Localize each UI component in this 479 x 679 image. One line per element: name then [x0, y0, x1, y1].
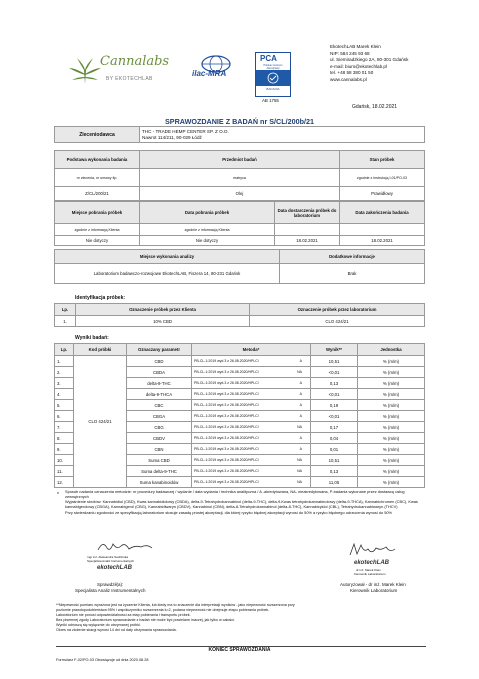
- left-stamp-logo: ekotechLAB: [97, 565, 133, 571]
- lab-tel: tel. +48 58 380 01 50: [330, 70, 374, 76]
- id-lp: 1.: [55, 316, 76, 327]
- res-result: 0,01: [311, 444, 358, 455]
- res-result: 0,13: [311, 466, 358, 477]
- pca-band: [256, 70, 290, 86]
- pca-logo: [255, 52, 291, 97]
- res-code-header: Kod próbki: [74, 344, 127, 356]
- res-accreditation: NA: [297, 370, 302, 374]
- form-code: Formularz F-02/PO-03 Obowiązuje od dnia 2020.08.28: [56, 658, 149, 662]
- client-value: [140, 127, 425, 143]
- results-heading: Wyniki badań:: [75, 335, 109, 341]
- right-stamp-logo: ekotechLAB: [354, 560, 390, 566]
- res-method-text: PB-CL-1:2019 wyd.3 z 26.08.2020/HPLC/: [194, 458, 259, 462]
- res-lp: 7.: [55, 422, 74, 433]
- res-method: [192, 389, 311, 400]
- sampling-table: [54, 201, 425, 246]
- res-unit: % (m/m): [358, 378, 425, 389]
- lab-website: www.cannalabs.pl: [330, 76, 367, 82]
- res-method: [192, 378, 311, 389]
- right-stamp-line2: Kierownik Laboratorium: [354, 572, 386, 576]
- identification-heading: Identyfikacja próbek:: [75, 295, 126, 301]
- footnote-line: Okres na złożenie skargi wynosi 14 dni od daty otrzymania sprawozdania.: [56, 627, 177, 632]
- res-unit: % (m/m): [358, 477, 425, 488]
- res-method-text: PB-CL-1:2019 wyd.3 z 26.08.2020/HPLC/: [194, 381, 259, 385]
- lab-email: e-mail: biuro@ekotechlab.pl: [330, 63, 388, 69]
- ilac-mra-logo: [188, 55, 244, 81]
- res-method-text: PB-CL-1:2019 wyd.3 z 26.08.2020/HPLC/: [194, 425, 259, 429]
- res-result: <0,01: [311, 411, 358, 422]
- id-client-mark: 10% CBD: [76, 316, 250, 327]
- left-role: Sprawdził(a):: [97, 582, 124, 587]
- res-result: 10,51: [311, 455, 358, 466]
- res-method-header: Metoda*: [192, 344, 311, 356]
- res-lp: 6.: [55, 411, 74, 422]
- analysis-table: [54, 249, 425, 284]
- id-lab-mark: CLO 424/21: [250, 316, 425, 327]
- notes: [65, 489, 427, 515]
- res-unit: % (m/m): [358, 356, 425, 367]
- res-unit: % (m/m): [358, 400, 425, 411]
- res-lp: 5.: [55, 400, 74, 411]
- basis-table: [54, 150, 425, 201]
- ilac-text: ilac-MRA: [192, 69, 227, 78]
- subject-header: Przedmiot badań: [140, 151, 340, 169]
- order-number: Z/CL/200/21: [55, 187, 140, 201]
- footnote-line: poziomie prawdopodobieństwa 95% i współczynniku rozszerzenia k=2, podana niepewność nie obejmuje etapu pobierania próbek.: [56, 607, 270, 612]
- analysis-place-header: Miejsce wykonania analizy: [55, 250, 280, 264]
- end-date-header: Data zakończenia badania: [340, 202, 425, 224]
- client-name: THC - TRADE HEMP CENTER SP. Z O.O.: [142, 129, 229, 134]
- res-param: Suma CBD: [127, 455, 192, 466]
- res-param: delta-9-THCA: [127, 389, 192, 400]
- res-result-header: Wynik**: [311, 344, 358, 356]
- end-date: 18.02.2021: [340, 236, 425, 246]
- res-method: [192, 466, 311, 477]
- lab-address: ul. Siemiradzkiego 2A, 80-301 Gdańsk: [330, 57, 409, 63]
- end-of-report: KONIEC SPRAWOZDANIA: [208, 647, 271, 653]
- res-method-text: PB-CL-1:2019 wyd.3 z 26.08.2020/HPLC/: [194, 469, 259, 473]
- state-value: Prawidłowy: [340, 187, 425, 201]
- ab-number: AB 1755: [262, 98, 279, 103]
- res-param: CBDV: [127, 433, 192, 444]
- res-method: [192, 356, 311, 367]
- res-lp: 12.: [55, 477, 74, 488]
- id-client-header: Oznaczenie próbek przez Klienta: [76, 304, 250, 316]
- sampling-place: Nie dotyczy: [55, 236, 140, 246]
- right-role: Autoryzował - dr inż. Marek Klein: [340, 582, 406, 587]
- res-method-text: PB-CL-1:2019 wyd.3 z 26.08.2020/HPLC/: [194, 480, 259, 484]
- res-unit: % (m/m): [358, 422, 425, 433]
- res-param: Suma delta-9-THC: [127, 466, 192, 477]
- res-accreditation: NA: [297, 458, 302, 462]
- city-date: Gdańsk, 18.02.2021: [352, 104, 398, 110]
- res-accreditation: A: [299, 447, 302, 451]
- res-result: <0,01: [311, 367, 358, 378]
- extra-info: Brak: [280, 264, 425, 284]
- page-title: SPRAWOZDANIE Z BADAŃ nr S/CL/200b/21: [165, 117, 314, 126]
- right-stamp-line1: dr inż. Marek Klein: [356, 568, 381, 572]
- res-lp-header: Lp.: [55, 344, 74, 356]
- res-param: Suma kanabinoidów: [127, 477, 192, 488]
- res-lp: 4.: [55, 389, 74, 400]
- matrix-value: Olej: [140, 187, 340, 201]
- res-unit: % (m/m): [358, 466, 425, 477]
- sampling-date-header: Data pobrania próbek: [140, 202, 275, 224]
- right-signature-scribble: [348, 541, 398, 559]
- res-lp: 8.: [55, 433, 74, 444]
- state-header: Stan próbek: [340, 151, 425, 169]
- identification-table: [54, 303, 425, 327]
- res-method-text: PB-CL-1:2019 wyd.3 z 26.08.2020/HPLC/: [194, 447, 259, 451]
- footnote-line: **Niepewność pomiaru wyrażona jest na życzenie Klienta, lub kiedy ma to znaczenie dla interpretacji wyników - jako niepewność rozszerzona przy: [56, 603, 295, 607]
- extra-info-header: Dodatkowe informacje: [280, 250, 425, 264]
- res-accreditation: A: [299, 359, 302, 363]
- client-label: Zleceniodawca: [55, 127, 140, 143]
- cannabis-leaf-icon: [65, 56, 105, 86]
- right-signature: [340, 538, 450, 598]
- analysis-place: Laboratorium badawczo-rozwojowe EkotechLAB, Fiszera 14, 80-231 Gdańsk: [55, 264, 280, 284]
- res-unit: % (m/m): [358, 455, 425, 466]
- res-method-text: PB-CL-1:2019 wyd.3 z 26.08.2020/HPLC/: [194, 403, 259, 407]
- res-param-header: Oznaczany parametr: [127, 344, 192, 356]
- res-param: CBN: [127, 444, 192, 455]
- res-method: [192, 422, 311, 433]
- res-method: [192, 367, 311, 378]
- notes-star: *: [57, 492, 59, 498]
- footnotes: [56, 603, 426, 633]
- subject-note: matryca: [140, 169, 340, 187]
- res-accreditation: A: [299, 381, 302, 385]
- id-lp-header: Lp.: [55, 304, 76, 316]
- acceptance-note: Przy stwierdzaniu zgodności ze specyfikacją laboratorium stosuje zasadę prostej akceptacji, dla której ryzyko błędnej akceptacji wynosi do 50% a ryzyko błędnego odrzucenia wynosi do 50%: [65, 509, 392, 515]
- lab-name: EkotechLAB Marek Klein: [330, 44, 381, 49]
- res-accreditation: NA: [297, 480, 302, 484]
- method-note: Sposób nadania oznaczenia metodzie: nr procedury badawczej / wydanie / data wydania / technika analityczna / A -akredytowana, NA- nieakredytowana, P-badania wykonane przez dostawcę usług zewnętrznych: [65, 489, 405, 500]
- res-method: [192, 411, 311, 422]
- res-lp: 11.: [55, 466, 74, 477]
- res-result: 0,17: [311, 422, 358, 433]
- res-sample-code: CLO 424/21: [74, 356, 127, 488]
- res-method-text: PB-CL-1:2019 wyd.3 z 26.08.2020/HPLC/: [194, 392, 259, 396]
- res-method-text: PB-CL-1:2019 wyd.3 z 26.08.2020/HPLC/: [194, 359, 259, 363]
- res-accreditation: NA: [297, 425, 302, 429]
- sampling-place-header: Miejsce pobrania próbek: [55, 202, 140, 224]
- res-unit: % (m/m): [358, 389, 425, 400]
- footnote-line: Wyniki odnoszą się wyłącznie do otrzymanej próbki.: [56, 622, 141, 627]
- res-accreditation: A: [299, 403, 302, 407]
- sampling-date-note: zgodnie z informacją Klienta: [140, 224, 275, 236]
- res-param: CBD: [127, 356, 192, 367]
- res-method-text: PB-CL-1:2019 wyd.3 z 26.08.2020/HPLC/: [194, 414, 259, 418]
- res-method-text: PB-CL-1:2019 wyd.3 z 26.08.2020/HPLC/: [194, 370, 259, 374]
- results-table: [54, 343, 425, 488]
- res-accreditation: A: [299, 436, 302, 440]
- abbrev-note: Wyjaśnienie skrótów: Kannabidiol (CBD), Kwas kannabidiolowy (CBDA), delta-9-Tetrahydrokannabinol (delta-9-THC), delta-9-Kwas tetrahydrokannabinolowy (delta-9-THCA), Kannabichromen (CBC), Kwas kannabigerolowy (CBGA), Kannabigerol (CBG), Kannabidiwaryn (CBDV), Kannabinol (CBN), delta-8-Tetrahydrokannabinol (delta-8-THC), Kannabicyklol (CBL), Tetrahydrokannabiwaryn (THCV): [65, 499, 418, 510]
- left-title: Specjalista Analiz Instrumentalnych: [75, 588, 146, 593]
- state-note: zgodnie z instrukcją I-01/PO-03: [340, 169, 425, 187]
- res-method: [192, 433, 311, 444]
- res-unit-header: Jednostka: [358, 344, 425, 356]
- res-lp: 1.: [55, 356, 74, 367]
- res-method: [192, 400, 311, 411]
- delivery-date: 18.02.2021: [275, 236, 340, 246]
- res-lp: 10.: [55, 455, 74, 466]
- left-signature-scribble: [95, 538, 155, 556]
- res-method-text: PB-CL-1:2019 wyd.3 z 26.08.2020/HPLC/: [194, 436, 259, 440]
- basis-note: nr zlecenia, nr umowy itp.: [55, 169, 140, 187]
- client-table: [54, 126, 425, 143]
- table-row: [55, 356, 425, 367]
- res-accreditation: A: [299, 392, 302, 396]
- res-lp: 2.: [55, 367, 74, 378]
- left-stamp-line1: mgr inż. Aleksandra Sadzińska: [87, 555, 129, 559]
- delivery-date-header: Data dostarczenia próbek do laboratorium: [275, 202, 340, 224]
- res-unit: % (m/m): [358, 367, 425, 378]
- logo-subtext: BY EKOTECHLAB: [106, 76, 153, 82]
- res-method: [192, 444, 311, 455]
- res-param: CBDA: [127, 367, 192, 378]
- footnote-line: Bez pisemnej zgody Laboratorium sprawozdanie z badań nie może być powielane inaczej, jak tylko w całości.: [56, 617, 235, 622]
- pca-subtext-2: BADANIA: [266, 87, 280, 91]
- lab-info: [330, 44, 470, 83]
- res-unit: % (m/m): [358, 444, 425, 455]
- res-result: 11,05: [311, 477, 358, 488]
- res-param: CBGA: [127, 411, 192, 422]
- right-title: Kierownik Laboratorium: [350, 588, 398, 593]
- left-signature: [75, 538, 195, 598]
- lab-nip: NIP: 584 245 93 68: [330, 50, 370, 56]
- res-unit: % (m/m): [358, 433, 425, 444]
- cannalabs-logo: [60, 42, 170, 92]
- res-result: 0,04: [311, 433, 358, 444]
- res-result: 10,51: [311, 356, 358, 367]
- res-method: [192, 477, 311, 488]
- res-accreditation: A: [299, 414, 302, 418]
- sampling-date: Nie dotyczy: [140, 236, 275, 246]
- pca-subtext: Polskie Centrum Akredytacji: [263, 64, 283, 71]
- res-result: 0,13: [311, 378, 358, 389]
- basis-header: Podstawa wykonania badania: [55, 151, 140, 169]
- footnote-line: Laboratorium nie ponosi odpowiedzialności za etap pobierania i transportu próbek.: [56, 612, 191, 617]
- res-result: <0,01: [311, 389, 358, 400]
- pca-text: PCA: [260, 54, 277, 63]
- logo-text: Cannalabs: [100, 54, 170, 69]
- res-lp: 9.: [55, 444, 74, 455]
- res-unit: % (m/m): [358, 411, 425, 422]
- res-lp: 3.: [55, 378, 74, 389]
- res-param: delta-9-THC: [127, 378, 192, 389]
- left-stamp-line2: Specjalista Analiz Instrumentalnych: [87, 559, 135, 563]
- res-param: CBG: [127, 422, 192, 433]
- res-accreditation: NA: [297, 469, 302, 473]
- res-result: 0,19: [311, 400, 358, 411]
- pca-check-icon: [256, 70, 290, 86]
- client-address: Nawrot 114/211, 90-029 Łódź: [142, 134, 202, 140]
- sampling-place-note: zgodnie z informacją Klienta: [55, 224, 140, 236]
- res-param: CBC: [127, 400, 192, 411]
- id-lab-header: Oznaczenie próbek przez laboratorium: [250, 304, 425, 316]
- res-method: [192, 455, 311, 466]
